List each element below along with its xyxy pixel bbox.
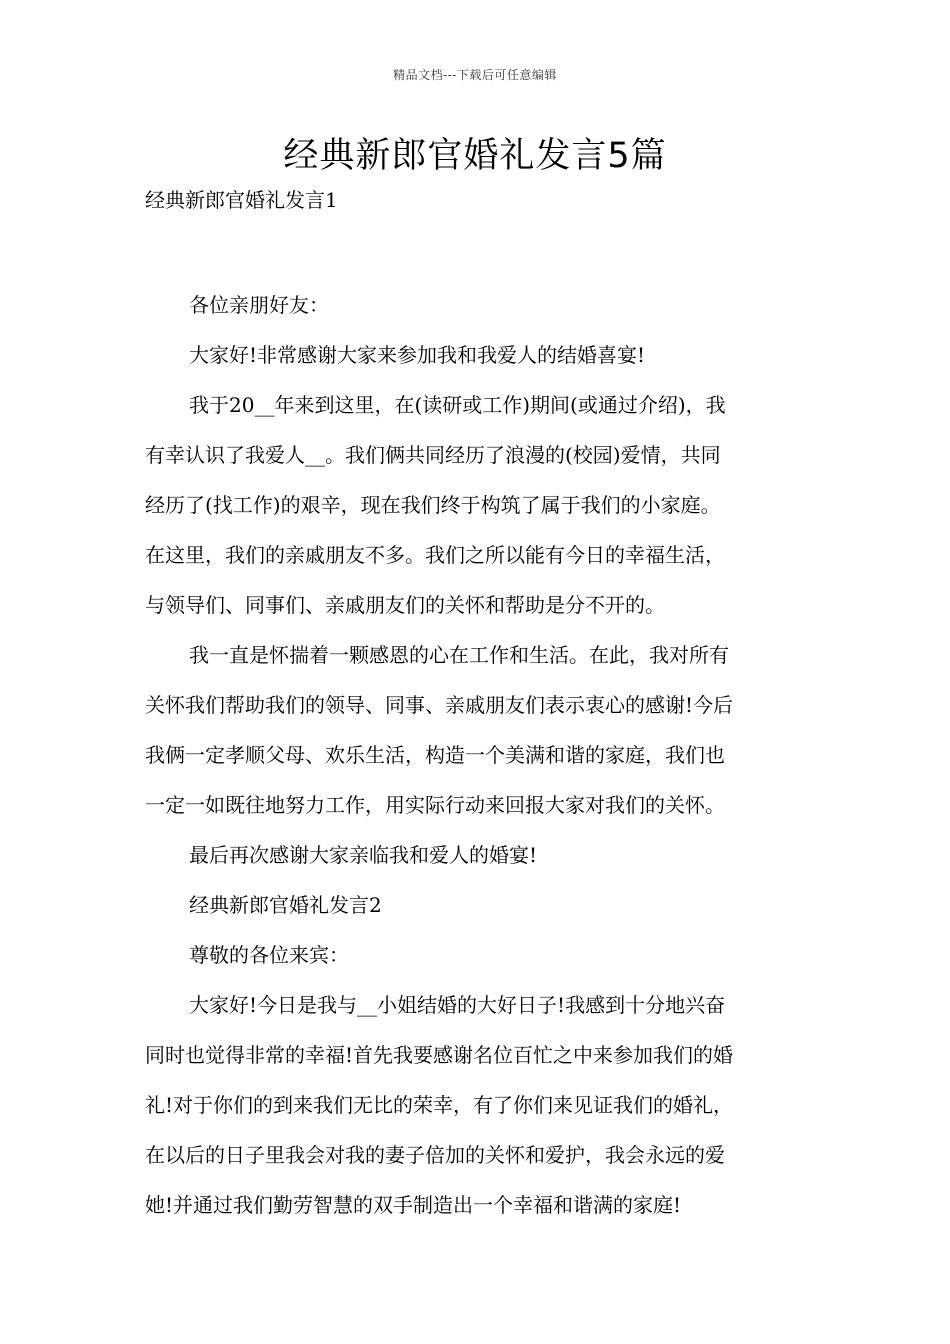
text-line: 大家好!今日是我与__小姐结婚的大好日子!我感到十分地兴奋 <box>189 993 726 1017</box>
text-line: 在以后的日子里我会对我的妻子倍加的关怀和爱护，我会永远的爱 <box>145 1143 725 1167</box>
text-line: 我俩一定孝顺父母、欢乐生活，构造一个美满和谐的家庭，我们也 <box>145 743 725 767</box>
text-line: 一定一如既往地努力工作，用实际行动来回报大家对我们的关怀。 <box>145 793 725 817</box>
text-line: 关怀我们帮助我们的领导、同事、亲戚朋友们表示衷心的感谢!今后 <box>145 693 734 717</box>
text-line: 尊敬的各位来宾： <box>189 943 349 967</box>
text-line: 同时也觉得非常的幸福!首先我要感谢名位百忙之中来参加我们的婚 <box>145 1043 734 1067</box>
text-line: 我于20__年来到这里，在(读研或工作)期间(或通过介绍)，我 <box>189 393 726 417</box>
text-line: 礼!对于你们的到来我们无比的荣幸，有了你们来见证我们的婚礼， <box>145 1093 734 1117</box>
document-body <box>145 180 810 1230</box>
text-line: 与领导们、同事们、亲戚朋友们的关怀和帮助是分不开的。 <box>145 593 665 617</box>
text-line: 最后再次感谢大家亲临我和爱人的婚宴! <box>189 843 538 867</box>
text-line: 我一直是怀揣着一颗感恩的心在工作和生活。在此，我对所有 <box>189 643 729 667</box>
header-note: 精品文档---下载后可任意编辑 <box>393 68 557 82</box>
text-line: 经典新郎官婚礼发言2 <box>189 893 382 917</box>
text-line: 有幸认识了我爱人__。我们俩共同经历了浪漫的(校园)爱情，共同 <box>145 443 721 467</box>
text-line: 各位亲朋好友： <box>189 293 329 317</box>
text-line: 她!并通过我们勤劳智慧的双手制造出一个幸福和谐满的家庭! <box>145 1193 682 1217</box>
text-line: 大家好!非常感谢大家来参加我和我爱人的结婚喜宴! <box>189 343 646 367</box>
document-title: 经典新郎官婚礼发言5篇 <box>283 136 667 176</box>
section-heading: 经典新郎官婚礼发言1 <box>145 188 338 212</box>
text-line: 在这里，我们的亲戚朋友不多。我们之所以能有今日的幸福生活， <box>145 543 725 567</box>
text-line: 经历了(找工作)的艰辛，现在我们终于构筑了属于我们的小家庭。 <box>145 493 721 517</box>
paragraph-lines <box>145 280 810 1230</box>
